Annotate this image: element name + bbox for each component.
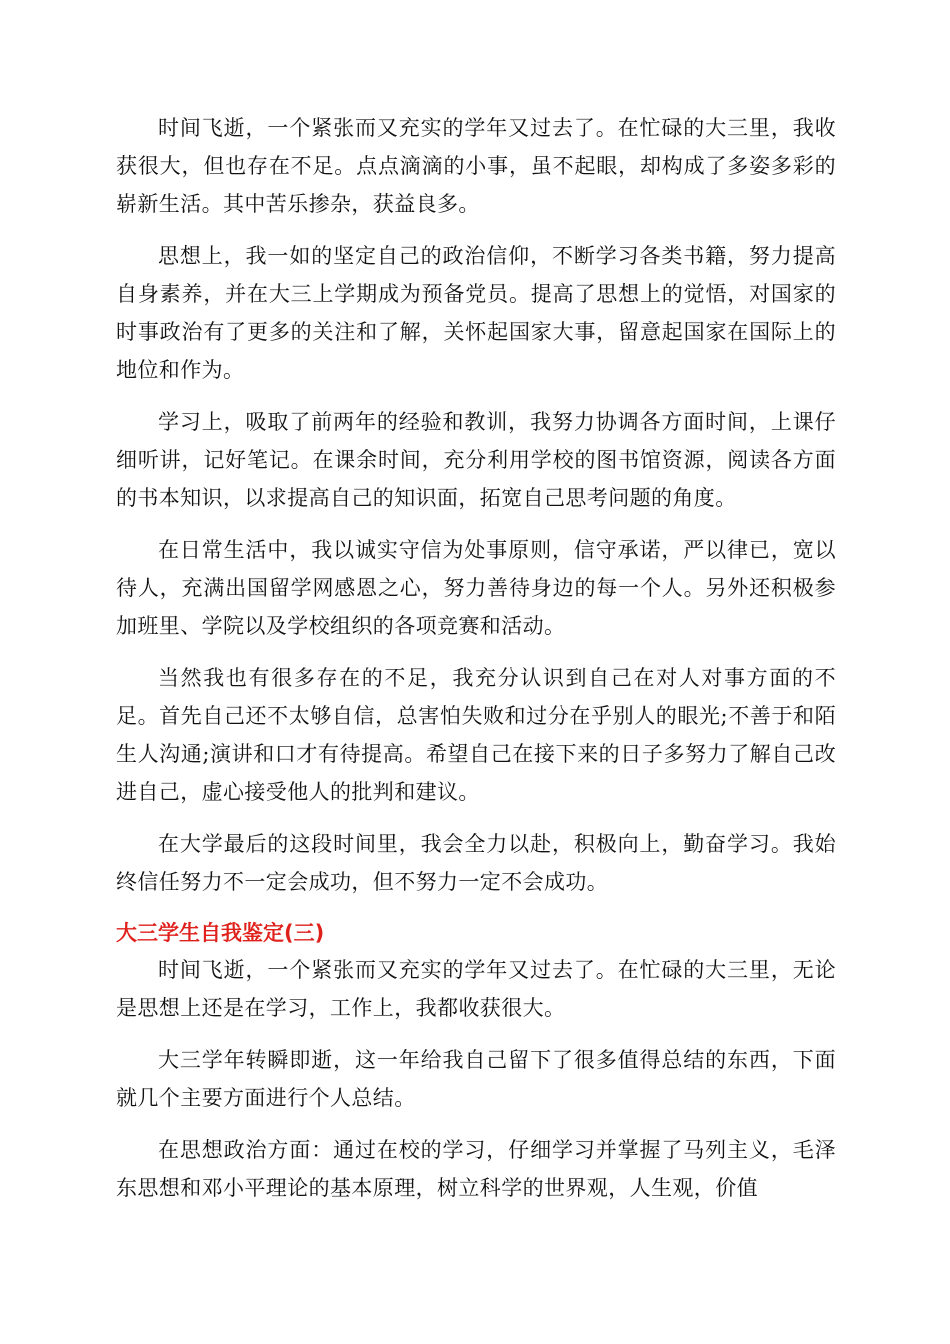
section-heading: 大三学生自我鉴定(三) — [116, 921, 325, 945]
paragraph: 在日常生活中，我以诚实守信为处事原则，信守承诺，严以律已，宽以待人，充满出国留学网感恩之心，努力善待身边的每一个人。另外还积极参加班里、学院以及学校组织的各项竞赛和活动。 — [116, 538, 836, 638]
paragraph: 时间飞逝，一个紧张而又充实的学年又过去了。在忙碌的大三里，无论是思想上还是在学习，工作上，我都收获很大。 — [116, 958, 836, 1020]
paragraph: 学习上，吸取了前两年的经验和教训，我努力协调各方面时间，上课仔细听讲，记好笔记。在课余时间，充分利用学校的图书馆资源，阅读各方面的书本知识，以求提高自己的知识面，拓宽自己思考问题的角度。 — [116, 410, 836, 510]
paragraph: 在大学最后的这段时间里，我会全力以赴，积极向上，勤奋学习。我始终信任努力不一定会成功，但不努力一定不会成功。 — [116, 832, 836, 894]
paragraph: 大三学年转瞬即逝，这一年给我自己留下了很多值得总结的东西，下面就几个主要方面进行个人总结。 — [116, 1048, 836, 1110]
paragraph: 在思想政治方面：通过在校的学习，仔细学习并掌握了马列主义，毛泽东思想和邓小平理论的基本原理，树立科学的世界观，人生观，价值 — [116, 1138, 836, 1200]
paragraph: 时间飞逝，一个紧张而又充实的学年又过去了。在忙碌的大三里，我收获很大，但也存在不足。点点滴滴的小事，虽不起眼，却构成了多姿多彩的崭新生活。其中苦乐掺杂，获益良多。 — [116, 116, 836, 216]
paragraph: 思想上，我一如的坚定自己的政治信仰，不断学习各类书籍，努力提高自身素养，并在大三上学期成为预备党员。提高了思想上的觉悟，对国家的时事政治有了更多的关注和了解，关怀起国家大事，留意起国家在国际上的地位和作为。 — [116, 244, 836, 382]
paragraph: 当然我也有很多存在的不足，我充分认识到自己在对人对事方面的不足。首先自己还不太够自信，总害怕失败和过分在乎别人的眼光;不善于和陌生人沟通;演讲和口才有待提高。希望自己在接下来的日子多努力了解自己改进自己，虚心接受他人的批判和建议。 — [116, 666, 836, 804]
document-page — [116, 109, 836, 1221]
